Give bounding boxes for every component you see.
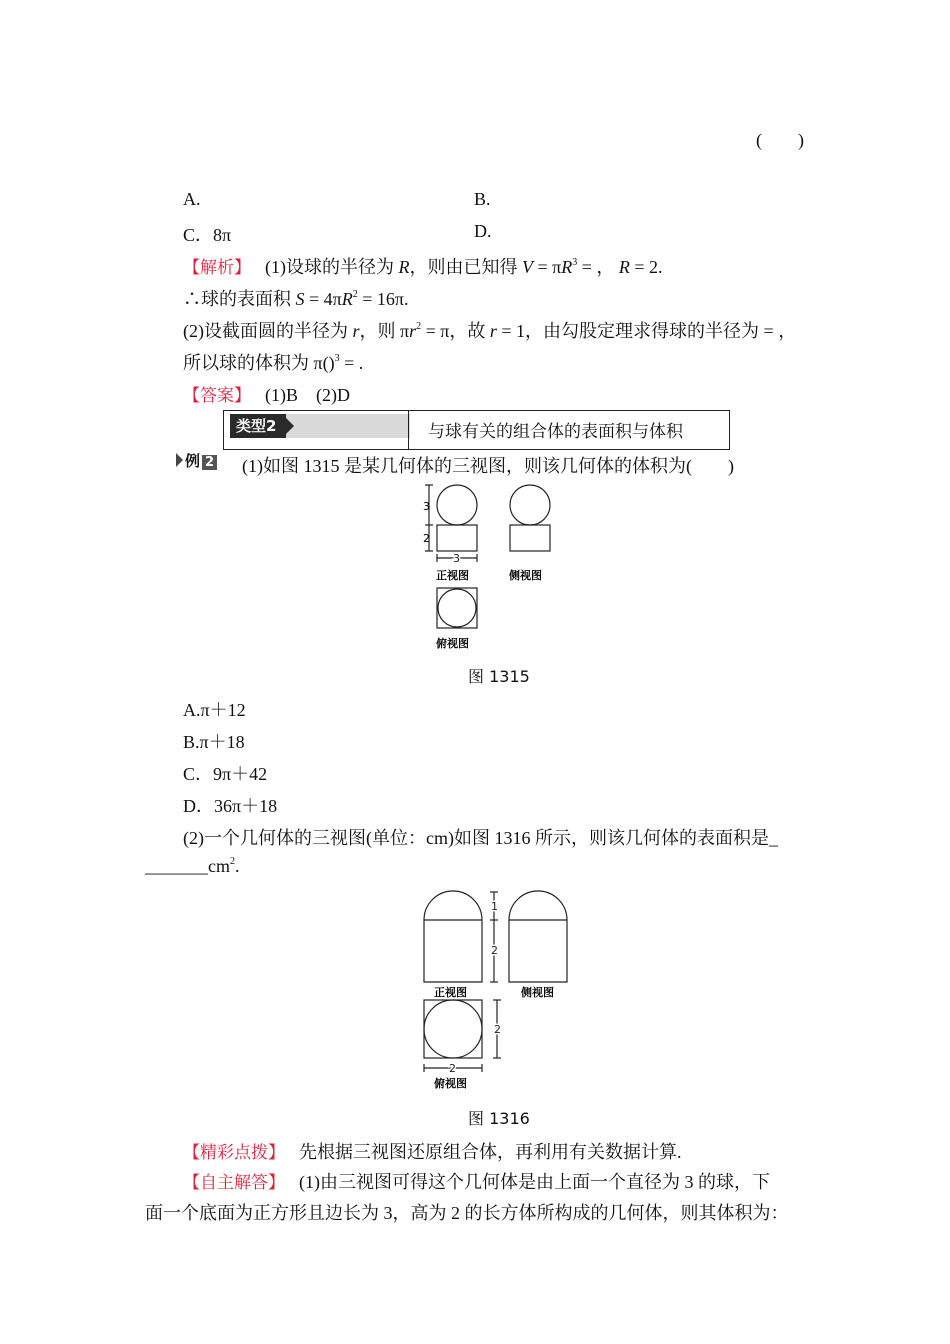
answer-text: (1)B (2)D <box>265 385 350 405</box>
tips-label: 【精彩点拨】 <box>183 1143 277 1163</box>
question-2-line-1: (2)一个几何体的三视图(单位：cm)如图 1316 所示，则该几何体的表面积是_ <box>183 828 778 848</box>
solution-line-2: 面一个底面为正方形且边长为 3，高为 2 的长方体所构成的几何体，则其体积为： <box>145 1203 789 1223</box>
tips-line <box>183 1138 682 1164</box>
example-arrow-icon <box>176 453 183 467</box>
option-a-2: A.π＋12 <box>183 700 246 720</box>
analysis-label: 【解析】 <box>183 258 243 278</box>
analysis-line-1: 【解析】 (1)设球的半径为 R，则由已知得 $V = \pi R^3$ = ， R = 2. <box>183 257 663 278</box>
dim-w3: 3 <box>453 552 460 565</box>
solution-label: 【自主解答】 <box>183 1173 277 1193</box>
option-c-2: C．9π＋42 <box>183 764 268 784</box>
option-c: C．8π <box>183 225 232 245</box>
top-view-label-2: 俯视图 <box>434 1077 467 1090</box>
type-tag-label: 类型2 <box>230 414 286 438</box>
three-view-figure-1315 <box>420 480 570 660</box>
analysis-line-3: (2)设截面圆的半径为 r，则 $\pi r^2 = \pi$，故 r = 1，由勾股定理求得球的半径为 = ， <box>183 321 797 341</box>
dim-w2: 2 <box>449 1062 456 1075</box>
front-sphere <box>437 485 477 525</box>
top-view-label: 俯视图 <box>436 637 469 650</box>
front-box <box>437 525 477 551</box>
figure-1315-caption: 图 1315 <box>468 667 530 686</box>
dim-2-front: 2 <box>491 944 498 957</box>
option-d-2: D．36π＋18 <box>183 796 278 816</box>
top-square <box>437 588 477 628</box>
answer-line <box>183 381 350 407</box>
type-divider <box>408 411 409 449</box>
side-sphere <box>510 485 550 525</box>
three-view-figure-1316 <box>415 888 575 1093</box>
option-b: B. <box>474 189 491 209</box>
example-label: 例 2 <box>176 450 217 471</box>
analysis-line-2: ∴球的表面积 $S = 4\pi R^2 = 16\pi$. <box>183 289 409 309</box>
answer-bracket: ( ) <box>756 130 804 150</box>
side-view-label: 侧视图 <box>509 569 542 582</box>
question-2-line-2: $\_\_\_\_\_\_\_cm^2$. <box>145 856 240 876</box>
type-tag-arrow-icon <box>286 418 294 434</box>
answer-label: 【答案】 <box>183 386 243 406</box>
dim-2-top: 2 <box>494 1023 501 1036</box>
front-view-label-2: 正视图 <box>434 986 467 999</box>
side-box <box>510 525 550 551</box>
type-header-box <box>223 410 730 450</box>
option-b-2: B.π＋18 <box>183 732 245 752</box>
dim-3: 3 <box>423 500 430 513</box>
solution-line-1: 【自主解答】 (1)由三视图可得这个几何体是由上面一个直径为 3 的球，下 <box>183 1172 770 1193</box>
type-tag <box>230 414 410 438</box>
question-1: (1)如图 1315 是某几何体的三视图，则该几何体的体积为( ) <box>242 456 734 476</box>
front-view-label: 正视图 <box>436 569 469 582</box>
top-circle <box>438 589 476 627</box>
option-a: A. <box>183 189 201 209</box>
dim-2: 2 <box>423 532 430 545</box>
analysis-line-4: 所以球的体积为 π()$^3$ = . <box>183 353 364 373</box>
tips-text: 先根据三视图还原组合体，再利用有关数据计算. <box>299 1142 682 1162</box>
dim-1: 1 <box>491 900 498 913</box>
option-d: D. <box>474 221 492 241</box>
side-view-label-2: 侧视图 <box>521 986 554 999</box>
type-title: 与球有关的组合体的表面积与体积 <box>428 422 683 442</box>
figure-1316-caption: 图 1316 <box>468 1109 530 1128</box>
